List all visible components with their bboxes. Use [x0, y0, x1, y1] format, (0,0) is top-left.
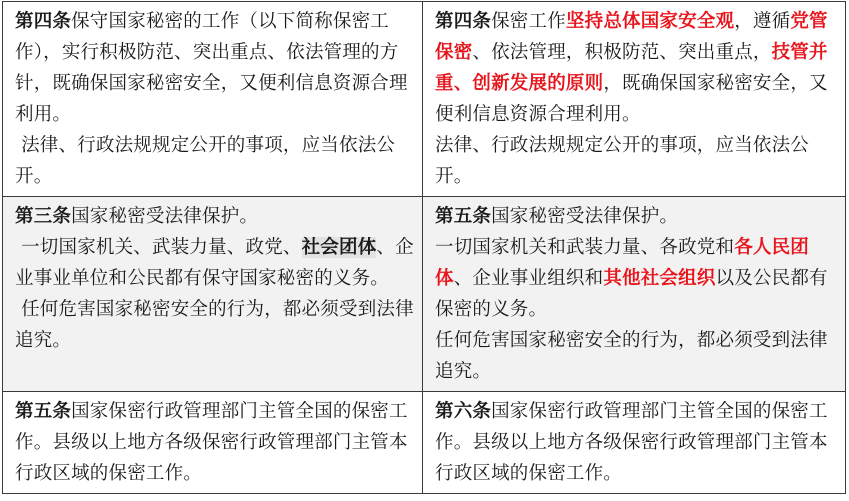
article-number: 第六条	[435, 401, 492, 422]
amended-text: 其他社会组织	[603, 268, 716, 289]
law-comparison-table	[2, 1, 846, 494]
article-paragraph	[435, 201, 837, 232]
article-text: 法律、行政法规规定公开的事项，应当依法公开。	[15, 135, 396, 187]
article-text: 国家保密行政管理部门主管全国的保密工作。县级以上地方各级保密行政管理部门主管本行政区域的保密工作。	[435, 401, 828, 484]
article-text: 、企业事业组织和	[453, 268, 604, 289]
article-paragraph	[15, 396, 414, 489]
article-paragraph	[435, 232, 837, 325]
article-text: 国家保密行政管理部门主管全国的保密工作。县级以上地方各级保密行政管理部门主管本行政区域的保密工作。	[15, 401, 408, 484]
new-law-cell	[423, 2, 846, 197]
article-text: 国家秘密受法律保护。	[71, 206, 259, 227]
article-text: 任何危害国家秘密安全的行为，都必须受到法律追究。	[435, 330, 828, 382]
amended-text: 坚持总体国家安全观	[565, 11, 735, 32]
amended-text: 技管并重、创新发展的原则	[435, 42, 828, 94]
new-law-cell	[423, 392, 846, 494]
article-text: 一切国家机关、武装力量、政党、	[15, 237, 302, 258]
article-text: 以及公民都有保密的义务。	[435, 268, 828, 320]
article-paragraph	[435, 6, 837, 130]
article-text: 法律、行政法规规定公开的事项，应当依法公开。	[435, 135, 810, 187]
article-text: 国家秘密受法律保护。	[491, 206, 679, 227]
article-text: 保守国家秘密的工作（以下简称保密工作），实行积极防范、突出重点、依法管理的方针，既确保国家秘密安全，又便利信息资源合理利用。	[15, 11, 408, 125]
table-row	[3, 197, 846, 392]
article-number: 第四条	[15, 11, 72, 32]
article-text: ，既确保国家秘密安全，又便利信息资源合理利用。	[435, 73, 828, 125]
article-text: ，遵循	[734, 11, 791, 32]
article-paragraph	[15, 6, 414, 130]
article-paragraph	[15, 232, 414, 294]
article-text: 、依法管理，积极防范、突出重点，	[472, 42, 772, 63]
highlighted-text: 社会团体	[301, 237, 377, 258]
article-text: 保密工作	[491, 11, 566, 32]
table-row	[3, 392, 846, 494]
article-text: 、企业事业单位和公民都有保守国家秘密的义务。	[15, 237, 414, 289]
article-paragraph	[15, 201, 414, 232]
article-text: 一切国家机关和武装力量、各政党和	[435, 237, 735, 258]
article-number: 第五条	[15, 401, 72, 422]
old-law-cell	[3, 392, 423, 494]
article-paragraph	[435, 396, 837, 489]
new-law-cell	[423, 197, 846, 392]
old-law-cell	[3, 197, 423, 392]
article-text: 任何危害国家秘密安全的行为，都必须受到法律追究。	[15, 299, 414, 351]
article-number: 第四条	[435, 11, 492, 32]
old-law-cell	[3, 2, 423, 197]
article-number: 第三条	[15, 206, 72, 227]
article-number: 第五条	[435, 206, 492, 227]
amended-text: 各人民团体	[435, 237, 810, 289]
table-row	[3, 2, 846, 197]
amended-text: 党管保密	[435, 11, 828, 63]
